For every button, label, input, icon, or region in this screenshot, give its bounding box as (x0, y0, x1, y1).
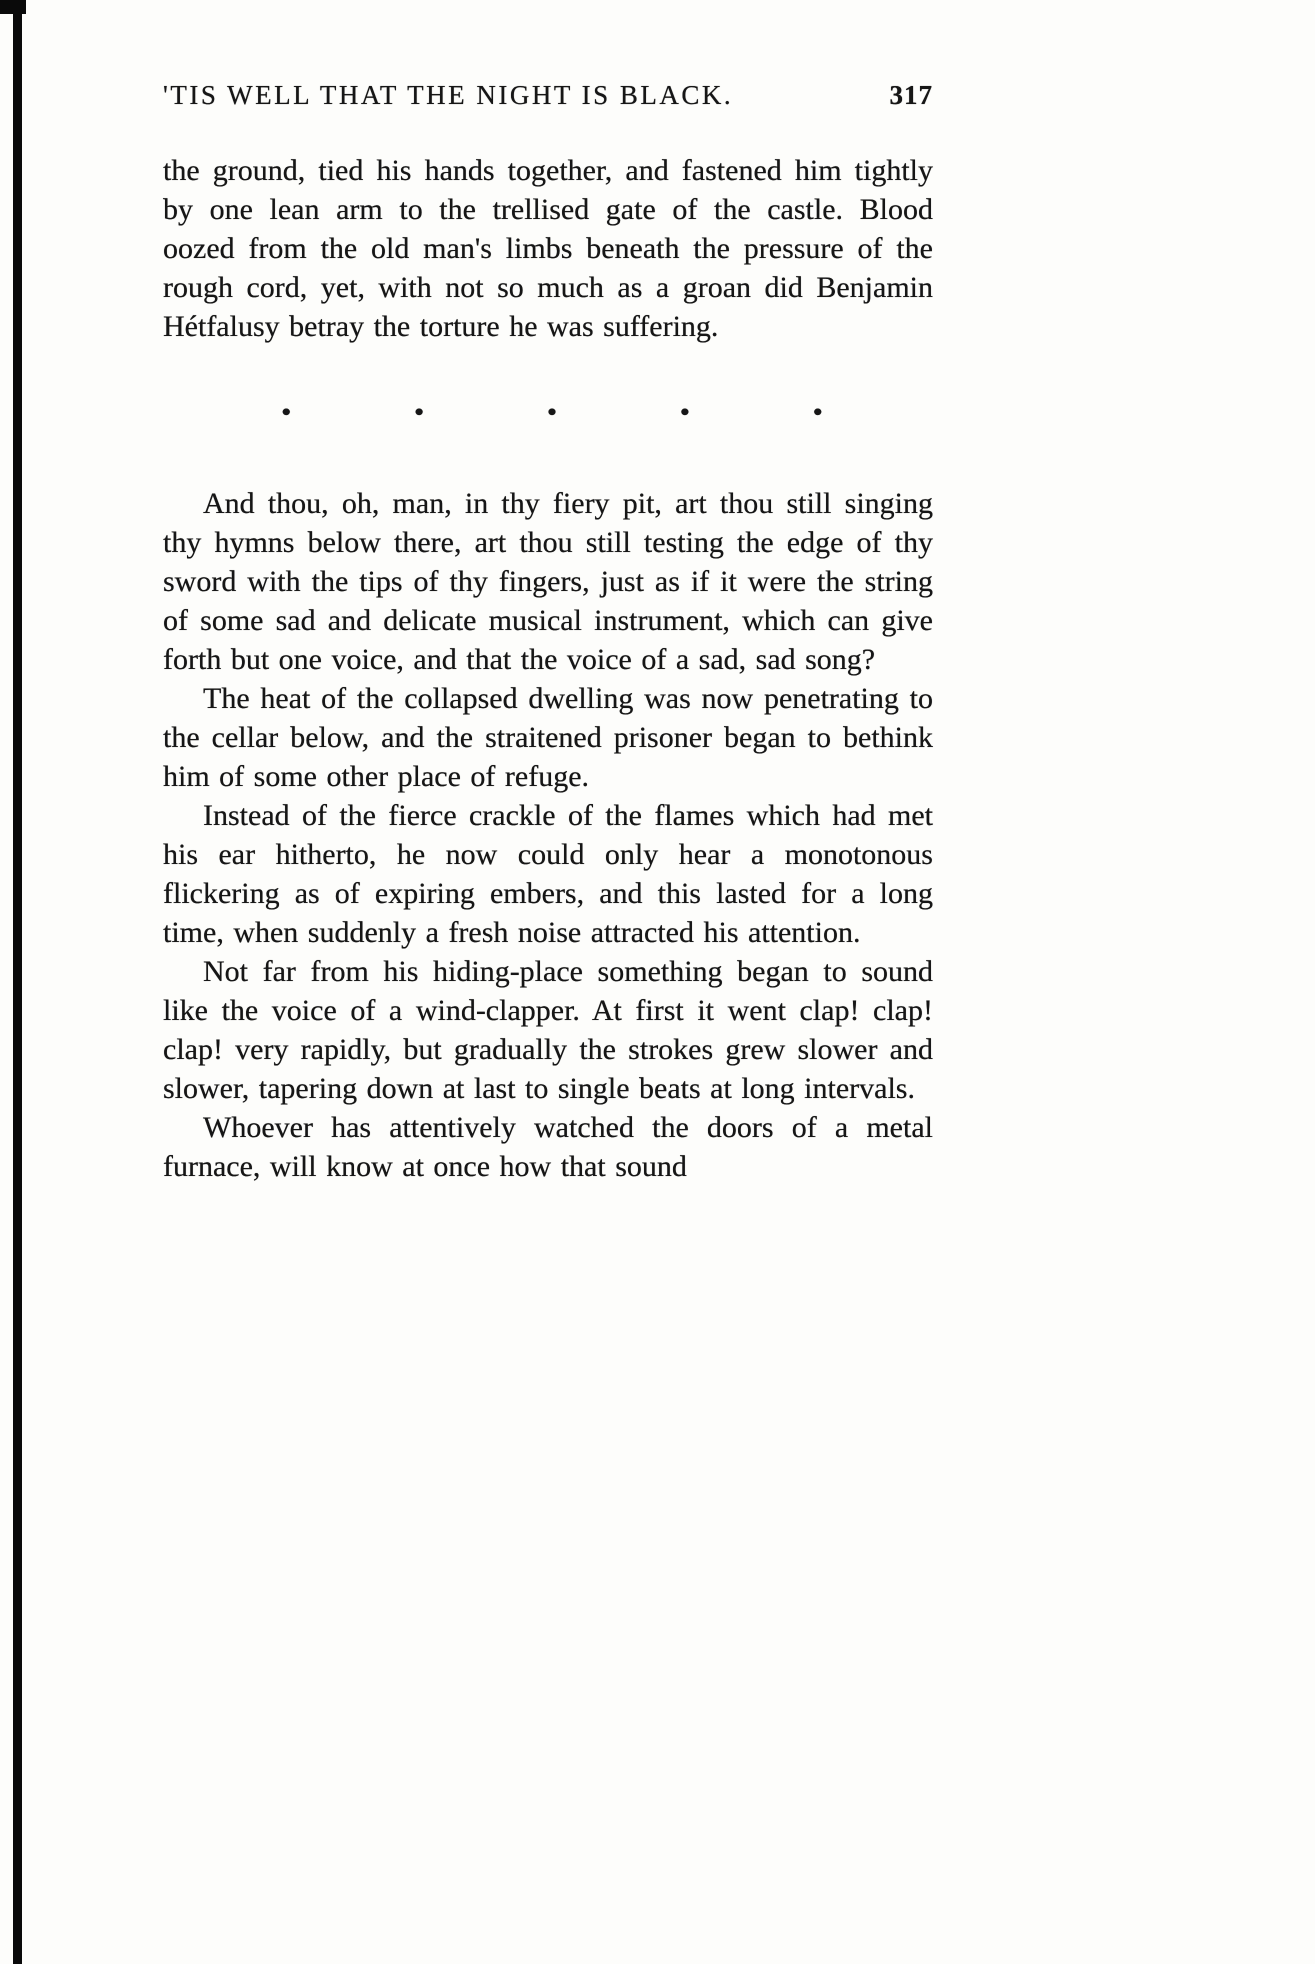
paragraph: Instead of the fierce crackle of the flames which had met his ear hitherto, he now could only hear a monotonous flickering as of expiring embers, and this lasted for a long time, when suddenly a fresh noise attracted his attention. (163, 799, 933, 949)
section-break-dots (281, 398, 823, 428)
paragraph: The heat of the collapsed dwelling was now penetrating to the cellar below, and the straitened prisoner began to bethink him of some other place of refuge. (163, 682, 933, 793)
separator-dot: • (679, 397, 691, 428)
running-title: 'TIS WELL THAT THE NIGHT IS BLACK. (163, 80, 734, 110)
scan-corner-mark (0, 0, 26, 14)
paragraph: the ground, tied his hands together, and fastened him tightly by one lean arm to the trellised gate of the castle. Blood oozed from the old man's limbs beneath the pressure of the rough cord, yet, with not so much as a groan did Benjamin Hétfalusy betray the torture he was suffering. (163, 154, 933, 343)
paragraph: Not far from his hiding-place something began to sound like the voice of a wind-clapper. At first it went clap! clap! clap! very rapidly, but gradually the strokes grew slower and slower, tapering down at last to single beats at long intervals. (163, 955, 933, 1105)
separator-dot: • (812, 397, 823, 428)
paragraph: Whoever has attentively watched the doors of a metal furnace, will know at once how that sound (163, 1111, 933, 1183)
separator-dot: • (413, 397, 425, 428)
page-number: 317 (889, 80, 933, 110)
running-header (163, 80, 933, 111)
separator-dot: • (281, 397, 292, 428)
page-content (163, 0, 933, 1186)
scan-edge-line (13, 0, 22, 1964)
separator-dot: • (546, 397, 558, 428)
paragraph: And thou, oh, man, in thy fiery pit, art thou still singing thy hymns below there, art thou still testing the edge of thy sword with the tips of thy fingers, just as if it were the string of some sad and delicate musical instrument, which can give forth but one voice, and that the voice of a sad, sad song? (163, 487, 933, 676)
text-block (163, 151, 933, 1186)
